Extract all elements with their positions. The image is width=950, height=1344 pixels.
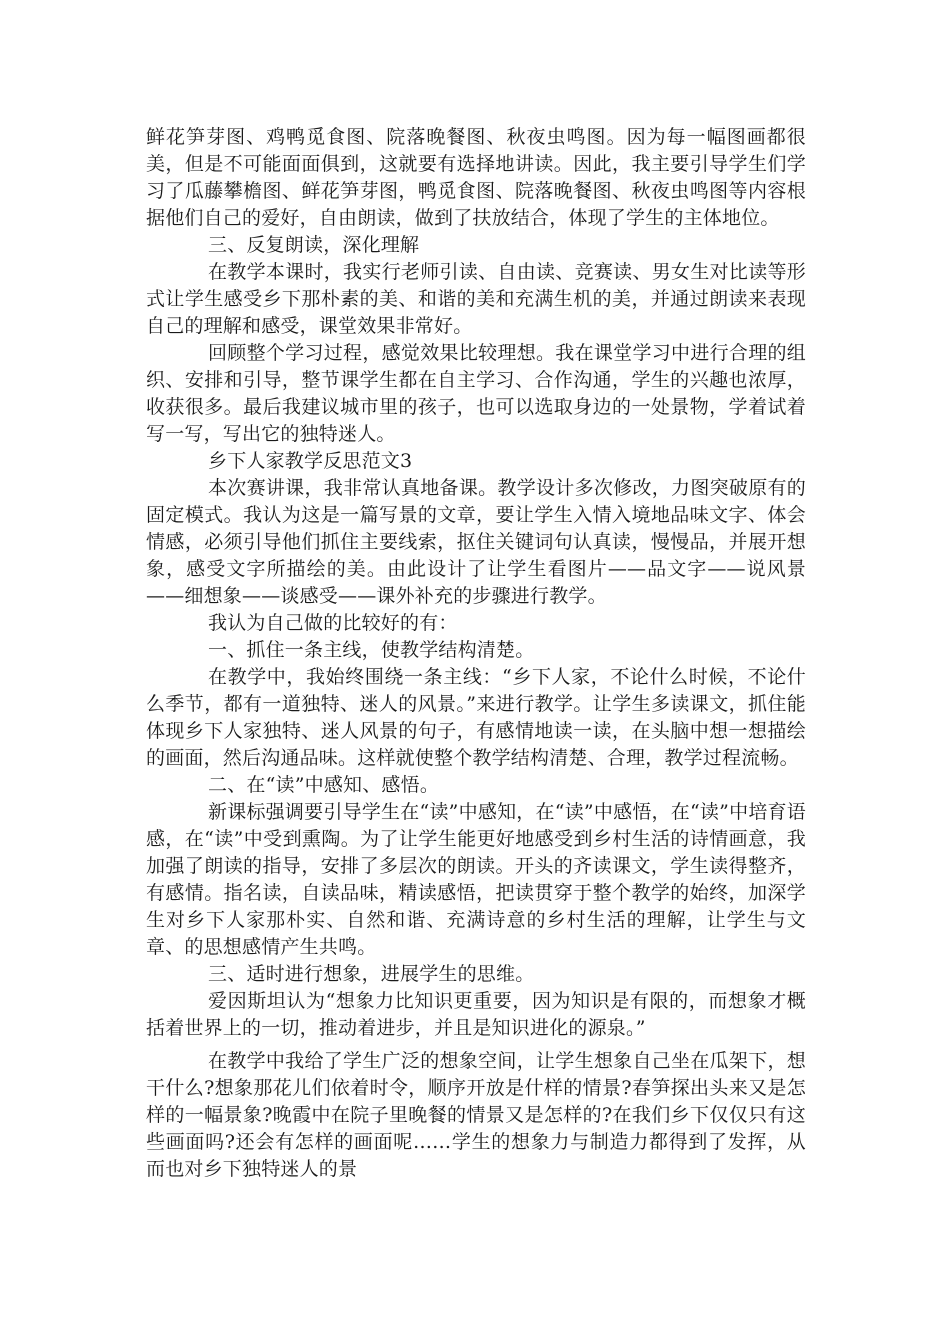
body-paragraph: 回顾整个学习过程，感觉效果比较理想。我在课堂学习中进行合理的组织、安排和引导，整节课学生都在自主学习、合作沟通，学生的兴趣也浓厚，收获很多。最后我建议城市里的孩子，也可以选取身边的一处景物，学着试着写一写，写出它的独特迷人。: [146, 342, 806, 445]
section-heading: 三、反复朗读，深化理解: [208, 234, 420, 256]
body-paragraph: 鲜花笋芽图、鸡鸭觅食图、院落晚餐图、秋夜虫鸣图。因为每一幅图画都很美，但是不可能面面俱到，这就要有选择地讲读。因此，我主要引导学生们学习了瓜藤攀檐图、鲜花笋芽图，鸭觅食图、院落晚餐图、秋夜虫鸣图等内容根据他们自己的爱好，自由朗读，做到了扶放结合，体现了学生的主体地位。: [146, 126, 806, 229]
section-heading: 三、适时进行想象，进展学生的思维。: [208, 963, 535, 985]
body-paragraph: 在教学中，我始终围绕一条主线：“乡下人家，不论什么时候，不论什么季节，都有一道独特、迷人的风景。”来进行教学。让学生多读课文，抓住能体现乡下人家独特、迷人风景的句子，有感情地读一读，在头脑中想一想描绘的画面，然后沟通品味。这样就使整个教学结构清楚、合理，教学过程流畅。: [146, 666, 806, 769]
body-paragraph: 我认为自己做的比较好的有：: [208, 612, 458, 634]
body-paragraph: 在教学中我给了学生广泛的想象空间，让学生想象自己坐在瓜架下，想干什么?想象那花儿们依着时令，顺序开放是什样的情景?春笋探出头来又是怎样的一幅景象?晚霞中在院子里晚餐的情景又是怎样的?在我们乡下仅仅只有这些画面吗?还会有怎样的画面呢……学生的想象力与制造力都得到了发挥，从而也对乡下独特迷人的景: [146, 1050, 806, 1180]
body-paragraph: 在教学本课时，我实行老师引读、自由读、竞赛读、男女生对比读等形式让学生感受乡下那朴素的美、和谐的美和充满生机的美，并通过朗读来表现自己的理解和感受，课堂效果非常好。: [146, 261, 806, 337]
body-paragraph: 新课标强调要引导学生在“读”中感知，在“读”中感悟，在“读”中培育语感，在“读”中受到熏陶。为了让学生能更好地感受到乡村生活的诗情画意，我加强了朗读的指导，安排了多层次的朗读。开头的齐读课文，学生读得整齐，有感情。指名读，自读品味，精读感悟，把读贯穿于整个教学的始终，加深学生对乡下人家那朴实、自然和谐、充满诗意的乡村生活的理解，让学生与文章、的思想感情产生共鸣。: [146, 801, 806, 958]
section-heading: 二、在“读”中感知、感悟。: [208, 774, 440, 796]
body-paragraph: 本次赛讲课，我非常认真地备课。教学设计多次修改，力图突破原有的固定模式。我认为这是一篇写景的文章，要让学生入情入境地品味文字、体会情感，必须引导他们抓住主要线索，抠住关键词句认真读，慢慢品，并展开想象，感受文字所描绘的美。由此设计了让学生看图片——品文字——说风景——细想象——谈感受——课外补充的步骤进行教学。: [146, 477, 806, 607]
quote-paragraph: 爱因斯坦认为“想象力比知识更重要，因为知识是有限的，而想象才概括着世界上的一切，推动着进步，并且是知识进化的源泉。”: [146, 990, 806, 1039]
section-heading: 一、抓住一条主线，使教学结构清楚。: [208, 639, 535, 661]
document-page: [146, 124, 806, 1183]
article-title: 乡下人家教学反思范文3: [208, 450, 413, 472]
